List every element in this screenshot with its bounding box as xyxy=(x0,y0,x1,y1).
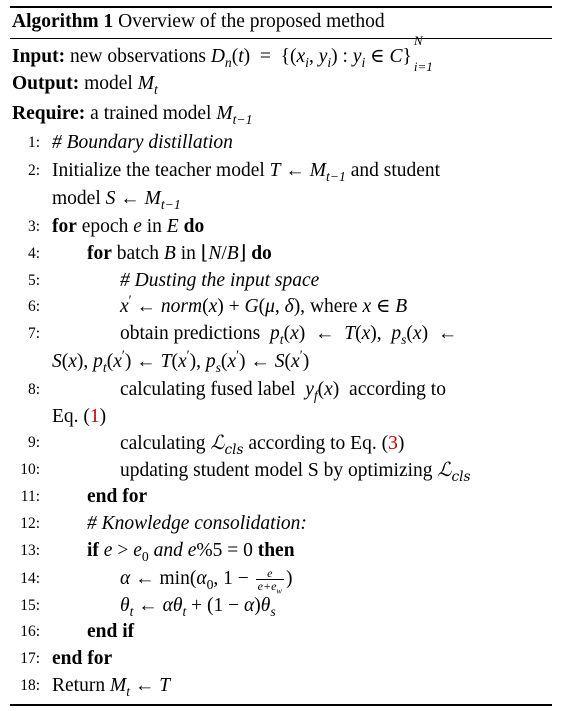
and-text: and xyxy=(153,540,183,561)
line-number: 10: xyxy=(20,461,40,478)
line-number: 2: xyxy=(27,162,40,179)
model-text: model xyxy=(52,188,101,209)
init-teacher-text: Initialize the teacher model xyxy=(52,160,265,181)
in-text: in xyxy=(146,216,162,237)
algorithm-block: Algorithm 1 Overview of the proposed method Input: new observations $D_n(t) = \{(x_i$, $y_i$) : $y_i$ ∈ C} N i=1 Output: model $M_t$ Require: a trained model $M_{t-1}$ 1: # Boundary distillation 2: Initialize the teacher model T ← $M_{t-1}$ and student model S ← $M_{t-1}$ 3: for epoch e in E do 4: for batch B in ⌊N/B⌋ do 5: # Dusting the input space 6: x′ ← norm(x) + G(μ, δ), where x ∈ B 7: obtain predictions $p_t(x)$ ← T(x), $p_s(x)$ ← S(x), $p_t(x')$ ← T(x′), $p_s(x')$ ← S(x′) 8: calculating fused label $y_f(x)$ according to Eq. (1) 9: calculating ℒ$_{cls}$ according to Eq. (3) 10: updating student model S by optimizing ℒ$_{cls}$ 11: end for 12: # Knowledge consolidation: 13: if $e > e_0$ and e%5 = 0 then 14: α ← $\min(\alpha_0$, 1 − $\frac{e}{e+e_w}$ ) 15: $\theta_t$ ← $\alpha\theta_t + (1 - \alpha)\theta_s$ 16: end if 17: end for 18: Return $M_t$ ← T xyxy=(0,0,565,711)
init-student-text: and student xyxy=(350,160,441,181)
require-keyword: Require: xyxy=(12,103,86,124)
return-text: Return xyxy=(52,675,106,696)
algorithm-label: Algorithm 1 xyxy=(12,11,114,32)
end-for-keyword: end for xyxy=(52,648,113,669)
obtain-predictions-text: obtain predictions xyxy=(120,323,261,344)
caption-rule xyxy=(10,38,552,39)
fused-label-text: calculating fused label xyxy=(120,379,296,400)
eq-ref-link[interactable]: 3 xyxy=(388,433,398,454)
then-keyword: then xyxy=(257,540,295,561)
line-number: 5: xyxy=(27,272,40,289)
according-to-eq-text: according to Eq. ( xyxy=(248,433,389,454)
eq-close: ) xyxy=(397,433,405,454)
epoch-text: epoch xyxy=(81,216,129,237)
eq-close: ) xyxy=(99,406,107,427)
line-number: 12: xyxy=(20,515,40,532)
input-text: new observations xyxy=(70,46,206,67)
line-number: 3: xyxy=(27,218,40,235)
line-number: 13: xyxy=(20,542,40,559)
line-number: 11: xyxy=(20,488,40,505)
algorithm-title: Overview of the proposed method xyxy=(118,11,385,32)
input-keyword: Input: xyxy=(12,46,66,67)
end-if-keyword: end if xyxy=(87,621,135,642)
for-keyword: for xyxy=(52,216,77,237)
require-text: a trained model xyxy=(90,103,212,124)
line-number: 16: xyxy=(20,623,40,640)
in-text: in xyxy=(180,243,196,264)
batch-text: batch xyxy=(116,243,160,264)
according-to-text: according to xyxy=(349,379,446,400)
comment-dusting: # Dusting the input space xyxy=(120,270,320,291)
update-student-text: updating student model S by optimizing xyxy=(120,460,433,481)
eq-ref-link[interactable]: 1 xyxy=(89,406,100,427)
line-number: 17: xyxy=(20,650,40,667)
output-text: model xyxy=(84,73,133,94)
comment-knowledge-consolidation: # Knowledge consolidation: xyxy=(87,513,307,534)
calculating-text: calculating xyxy=(120,433,206,454)
line-number: 18: xyxy=(20,677,40,694)
line-number: 14: xyxy=(20,570,40,587)
do-keyword: do xyxy=(183,216,205,237)
output-keyword: Output: xyxy=(12,73,80,94)
for-keyword: for xyxy=(87,243,112,264)
line-number: 1: xyxy=(27,134,40,151)
line-number: 15: xyxy=(20,597,40,614)
end-for-keyword: end for xyxy=(87,486,148,507)
line-number: 8: xyxy=(27,381,40,398)
comment-boundary-distillation: # Boundary distillation xyxy=(52,132,233,153)
line-number: 9: xyxy=(27,434,40,451)
top-rule xyxy=(10,6,552,8)
if-keyword: if xyxy=(87,540,99,561)
bottom-rule xyxy=(10,704,552,706)
line-number: 6: xyxy=(27,298,40,315)
eq-text: Eq. ( xyxy=(52,406,90,427)
where-text: where xyxy=(309,296,358,317)
do-keyword: do xyxy=(251,243,272,264)
line-number: 7: xyxy=(27,325,40,342)
line-number: 4: xyxy=(27,245,40,262)
